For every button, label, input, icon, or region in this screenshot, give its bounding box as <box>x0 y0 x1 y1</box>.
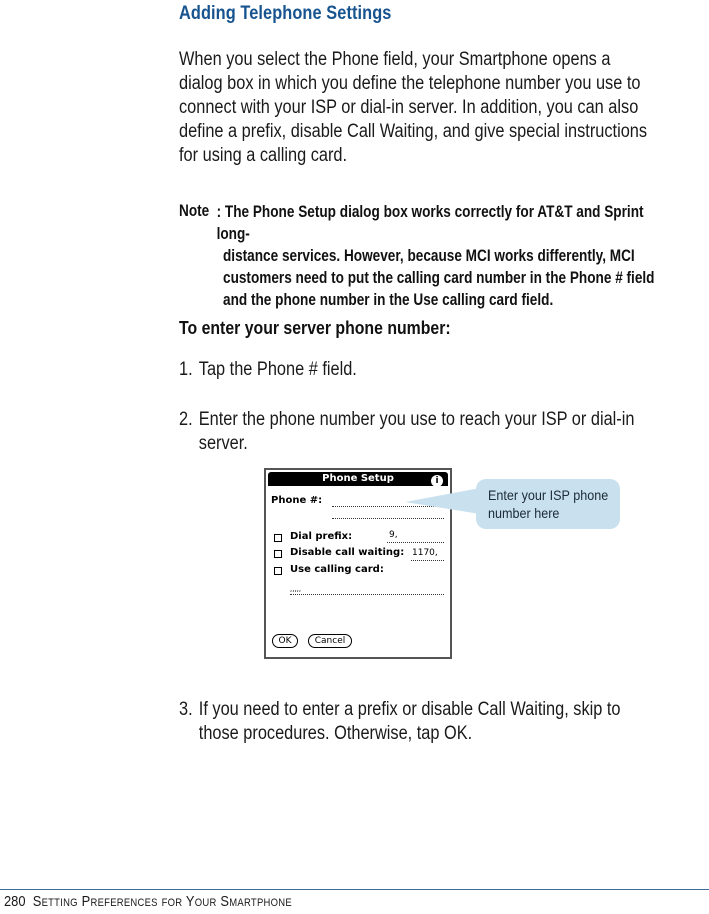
dialog-title: Phone Setup <box>322 473 394 484</box>
disable-call-waiting-value[interactable]: 1170, <box>412 548 438 558</box>
running-title: Setting Preferences for Your Smartphone <box>32 893 292 910</box>
note-line: distance services. However, because MCI works differently, MCI <box>223 246 635 265</box>
callout-box <box>476 479 620 529</box>
ok-button[interactable]: OK <box>272 634 298 648</box>
info-icon[interactable]: i <box>431 475 443 487</box>
step-3 <box>179 698 686 746</box>
calling-card-field[interactable] <box>290 594 444 595</box>
step-text: Tap the Phone # field. <box>198 359 357 380</box>
intro-paragraph <box>179 48 686 168</box>
step-number: 2. <box>179 409 193 430</box>
procedure-title: To enter your server phone number: <box>179 318 451 338</box>
step-1 <box>179 358 686 382</box>
intro-line: dialog box in which you define the telephone number you use to <box>179 73 641 94</box>
note-line: and the phone number in the Use calling card field. <box>223 290 554 309</box>
calling-card-value[interactable]: ,,,,, <box>290 585 302 593</box>
dial-prefix-label: Dial prefix: <box>290 531 353 542</box>
callout-pointer <box>405 484 485 524</box>
step-number: 1. <box>179 359 193 380</box>
note-line: customers need to put the calling card number in the Phone # field <box>223 268 655 287</box>
cancel-button[interactable]: Cancel <box>308 634 352 648</box>
step-text: those procedures. Otherwise, tap OK. <box>198 723 473 744</box>
page-number: 280 <box>4 893 26 910</box>
step-text: server. <box>198 433 248 454</box>
use-calling-card-checkbox[interactable] <box>274 567 282 575</box>
intro-line: connect with your ISP or dial-in server. In addition, you can also <box>179 97 639 118</box>
intro-line: define a prefix, disable Call Waiting, and give special instructions <box>179 121 648 142</box>
section-heading: Adding Telephone Settings <box>179 3 392 24</box>
use-calling-card-label: Use calling card: <box>290 564 384 575</box>
footer-rule <box>0 889 709 890</box>
dial-prefix-value[interactable]: 9, <box>389 530 398 540</box>
step-number: 3. <box>179 699 193 720</box>
page-footer <box>4 893 292 910</box>
disable-call-waiting-label: Disable call waiting: <box>290 547 405 558</box>
callout-line: Enter your ISP phone <box>488 487 609 503</box>
note-text <box>216 201 675 311</box>
intro-line: for using a calling card. <box>179 145 348 166</box>
note-label: Note <box>179 201 210 220</box>
step-2 <box>179 408 686 456</box>
disable-call-waiting-field[interactable] <box>411 560 444 561</box>
disable-call-waiting-checkbox[interactable] <box>274 550 282 558</box>
intro-line: When you select the Phone field, your Smartphone opens a <box>179 49 611 70</box>
callout-line: number here <box>488 505 560 521</box>
note-line: : The Phone Setup dialog box works correctly for AT&T and Sprint long- <box>216 202 644 243</box>
step-text: Enter the phone number you use to reach your ISP or dial-in <box>198 409 635 430</box>
phone-label: Phone #: <box>271 495 323 506</box>
dial-prefix-checkbox[interactable] <box>274 534 282 542</box>
step-text: If you need to enter a prefix or disable Call Waiting, skip to <box>198 699 621 720</box>
dial-prefix-field[interactable] <box>387 542 444 543</box>
